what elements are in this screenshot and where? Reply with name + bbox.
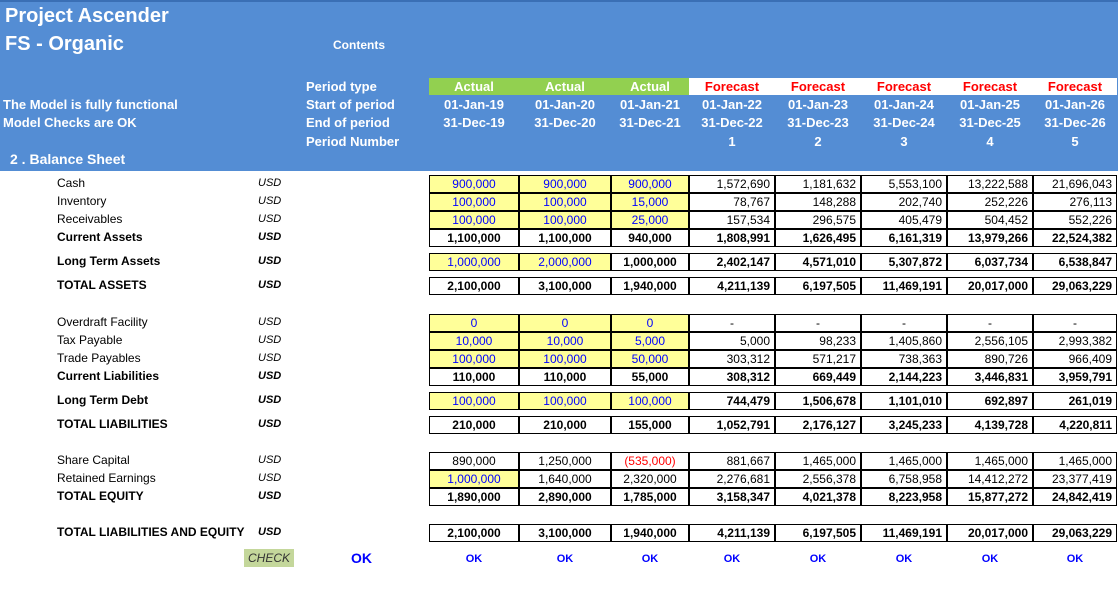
- row-label-share-capital: Share Capital: [57, 453, 130, 467]
- cell-tax-payable-p6: 1,405,860: [861, 332, 947, 350]
- cell-receivables-p4: 157,534: [689, 211, 775, 229]
- project-title: Project Ascender: [5, 5, 169, 27]
- cell-current-liabilities-p7: 3,446,831: [947, 368, 1033, 386]
- overall-check-result: OK: [351, 550, 372, 566]
- row-label-retained-earnings: Retained Earnings: [57, 471, 156, 485]
- cell-retained-earnings-p2: 1,640,000: [519, 470, 611, 488]
- cell-trade-payables-p1[interactable]: 100,000: [429, 350, 519, 368]
- cell-overdraft-facility-p5: -: [775, 314, 861, 332]
- period-start-4: 01-Jan-22: [702, 97, 762, 112]
- row-unit-inventory: USD: [258, 195, 282, 207]
- cell-inventory-p6: 202,740: [861, 193, 947, 211]
- period-type-3: Actual: [611, 78, 689, 95]
- cell-share-capital-p7: 1,465,000: [947, 452, 1033, 470]
- cell-long-term-assets-p5: 4,571,010: [775, 253, 861, 271]
- cell-cash-p2[interactable]: 900,000: [519, 175, 611, 193]
- cell-receivables-p2[interactable]: 100,000: [519, 211, 611, 229]
- period-end-5: 31-Dec-23: [787, 115, 849, 130]
- period-start-7: 01-Jan-25: [960, 97, 1020, 112]
- check-result-p2: OK: [556, 553, 574, 565]
- cell-trade-payables-p7: 890,726: [947, 350, 1033, 368]
- cell-current-assets-p8: 22,524,382: [1033, 229, 1117, 247]
- period-type-6: Forecast: [861, 78, 947, 95]
- cell-retained-earnings-p7: 14,412,272: [947, 470, 1033, 488]
- end-of-period-label: End of period: [306, 115, 390, 130]
- row-label-total-liabilities-and-equity: TOTAL LIABILITIES AND EQUITY: [57, 525, 245, 539]
- row-label-tax-payable: Tax Payable: [57, 333, 123, 347]
- row-label-total-liabilities: TOTAL LIABILITIES: [57, 417, 168, 431]
- cell-total-assets-p5: 6,197,505: [775, 277, 861, 295]
- cell-current-assets-p2: 1,100,000: [519, 229, 611, 247]
- cell-total-assets-p3: 1,940,000: [611, 277, 689, 295]
- row-unit-trade-payables: USD: [258, 352, 282, 364]
- cell-receivables-p6: 405,479: [861, 211, 947, 229]
- cell-cash-p4: 1,572,690: [689, 175, 775, 193]
- cell-current-liabilities-p4: 308,312: [689, 368, 775, 386]
- cell-total-assets-p7: 20,017,000: [947, 277, 1033, 295]
- cell-long-term-assets-p6: 5,307,872: [861, 253, 947, 271]
- cell-tax-payable-p5: 98,233: [775, 332, 861, 350]
- cell-current-liabilities-p5: 669,449: [775, 368, 861, 386]
- cell-retained-earnings-p6: 6,758,958: [861, 470, 947, 488]
- cell-total-equity-p7: 15,877,272: [947, 488, 1033, 506]
- model-subtitle: FS - Organic: [5, 33, 124, 55]
- period-end-8: 31-Dec-26: [1044, 115, 1106, 130]
- cell-total-liabilities-and-equity-p8: 29,063,229: [1033, 524, 1117, 542]
- row-label-overdraft-facility: Overdraft Facility: [57, 315, 148, 329]
- cell-current-assets-p4: 1,808,991: [689, 229, 775, 247]
- row-unit-current-liabilities: USD: [258, 370, 282, 382]
- cell-overdraft-facility-p1[interactable]: 0: [429, 314, 519, 332]
- cell-total-liabilities-p5: 2,176,127: [775, 416, 861, 434]
- cell-share-capital-p8: 1,465,000: [1033, 452, 1117, 470]
- start-of-period-label: Start of period: [306, 97, 395, 112]
- cell-long-term-assets-p4: 2,402,147: [689, 253, 775, 271]
- row-unit-total-equity: USD: [258, 490, 282, 502]
- period-type-2: Actual: [519, 78, 611, 95]
- cell-cash-p6: 5,553,100: [861, 175, 947, 193]
- contents-link[interactable]: Contents: [333, 38, 385, 52]
- cell-overdraft-facility-p8: -: [1033, 314, 1117, 332]
- cell-receivables-p1[interactable]: 100,000: [429, 211, 519, 229]
- cell-current-liabilities-p6: 2,144,223: [861, 368, 947, 386]
- cell-retained-earnings-p5: 2,556,378: [775, 470, 861, 488]
- cell-receivables-p8: 552,226: [1033, 211, 1117, 229]
- period-start-3: 01-Jan-21: [620, 97, 680, 112]
- row-label-total-assets: TOTAL ASSETS: [57, 278, 147, 292]
- cell-total-liabilities-and-equity-p4: 4,211,139: [689, 524, 775, 542]
- period-type-7: Forecast: [947, 78, 1033, 95]
- cell-cash-p7: 13,222,588: [947, 175, 1033, 193]
- cell-retained-earnings-p8: 23,377,419: [1033, 470, 1117, 488]
- cell-current-assets-p5: 1,626,495: [775, 229, 861, 247]
- cell-current-assets-p1: 1,100,000: [429, 229, 519, 247]
- cell-total-liabilities-and-equity-p6: 11,469,191: [861, 524, 947, 542]
- cell-trade-payables-p3[interactable]: 50,000: [611, 350, 689, 368]
- check-result-p1: OK: [465, 553, 483, 565]
- section-title: 2 . Balance Sheet: [10, 151, 126, 167]
- row-label-inventory: Inventory: [57, 194, 107, 208]
- period-start-2: 01-Jan-20: [535, 97, 595, 112]
- cell-long-term-assets-p8: 6,538,847: [1033, 253, 1117, 271]
- cell-total-liabilities-and-equity-p5: 6,197,505: [775, 524, 861, 542]
- cell-share-capital-p4: 881,667: [689, 452, 775, 470]
- row-label-total-equity: TOTAL EQUITY: [57, 489, 144, 503]
- cell-share-capital-p1: 890,000: [429, 452, 519, 470]
- cell-long-term-assets-p3: 1,000,000: [611, 253, 689, 271]
- check-result-p4: OK: [723, 553, 741, 565]
- row-unit-cash: USD: [258, 177, 282, 189]
- cell-long-term-assets-p1[interactable]: 1,000,000: [429, 253, 519, 271]
- cell-current-assets-p6: 6,161,319: [861, 229, 947, 247]
- cell-tax-payable-p3[interactable]: 5,000: [611, 332, 689, 350]
- cell-receivables-p7: 504,452: [947, 211, 1033, 229]
- cell-receivables-p5: 296,575: [775, 211, 861, 229]
- cell-inventory-p2[interactable]: 100,000: [519, 193, 611, 211]
- cell-cash-p3[interactable]: 900,000: [611, 175, 689, 193]
- cell-overdraft-facility-p7: -: [947, 314, 1033, 332]
- period-number-6: 3: [900, 134, 908, 149]
- period-end-4: 31-Dec-22: [701, 115, 763, 130]
- cell-cash-p5: 1,181,632: [775, 175, 861, 193]
- cell-inventory-p4: 78,767: [689, 193, 775, 211]
- cell-total-liabilities-p3: 155,000: [611, 416, 689, 434]
- cell-total-equity-p2: 2,890,000: [519, 488, 611, 506]
- cell-total-assets-p6: 11,469,191: [861, 277, 947, 295]
- cell-long-term-debt-p6: 1,101,010: [861, 392, 947, 410]
- cell-current-liabilities-p1: 110,000: [429, 368, 519, 386]
- row-unit-total-assets: USD: [258, 279, 282, 291]
- cell-total-equity-p5: 4,021,378: [775, 488, 861, 506]
- cell-trade-payables-p4: 303,312: [689, 350, 775, 368]
- period-start-8: 01-Jan-26: [1045, 97, 1105, 112]
- cell-trade-payables-p2[interactable]: 100,000: [519, 350, 611, 368]
- cell-share-capital-p3: (535,000): [611, 452, 689, 470]
- cell-overdraft-facility-p4: -: [689, 314, 775, 332]
- cell-long-term-debt-p2[interactable]: 100,000: [519, 392, 611, 410]
- period-number-label: Period Number: [306, 134, 400, 149]
- cell-total-liabilities-p2: 210,000: [519, 416, 611, 434]
- cell-current-assets-p7: 13,979,266: [947, 229, 1033, 247]
- period-end-3: 31-Dec-21: [619, 115, 681, 130]
- cell-share-capital-p2: 1,250,000: [519, 452, 611, 470]
- cell-total-liabilities-p8: 4,220,811: [1033, 416, 1117, 434]
- period-type-5: Forecast: [775, 78, 861, 95]
- cell-overdraft-facility-p3[interactable]: 0: [611, 314, 689, 332]
- period-start-6: 01-Jan-24: [874, 97, 934, 112]
- check-result-p8: OK: [1066, 553, 1084, 565]
- cell-retained-earnings-p4: 2,276,681: [689, 470, 775, 488]
- cell-total-assets-p2: 3,100,000: [519, 277, 611, 295]
- cell-long-term-debt-p7: 692,897: [947, 392, 1033, 410]
- row-label-current-assets: Current Assets: [57, 230, 143, 244]
- cell-current-liabilities-p2: 110,000: [519, 368, 611, 386]
- check-result-p7: OK: [981, 553, 999, 565]
- cell-trade-payables-p6: 738,363: [861, 350, 947, 368]
- row-unit-long-term-debt: USD: [258, 394, 282, 406]
- period-number-7: 4: [986, 134, 994, 149]
- cell-total-liabilities-p7: 4,139,728: [947, 416, 1033, 434]
- cell-total-equity-p1: 1,890,000: [429, 488, 519, 506]
- cell-trade-payables-p8: 966,409: [1033, 350, 1117, 368]
- cell-retained-earnings-p1[interactable]: 1,000,000: [429, 470, 519, 488]
- cell-cash-p1[interactable]: 900,000: [429, 175, 519, 193]
- row-unit-tax-payable: USD: [258, 334, 282, 346]
- row-label-long-term-assets: Long Term Assets: [57, 254, 161, 268]
- period-type-4: Forecast: [689, 78, 775, 95]
- cell-total-assets-p8: 29,063,229: [1033, 277, 1117, 295]
- cell-total-equity-p8: 24,842,419: [1033, 488, 1117, 506]
- cell-retained-earnings-p3: 2,320,000: [611, 470, 689, 488]
- row-label-cash: Cash: [57, 176, 86, 190]
- cell-inventory-p3[interactable]: 15,000: [611, 193, 689, 211]
- cell-current-liabilities-p3: 55,000: [611, 368, 689, 386]
- row-unit-long-term-assets: USD: [258, 255, 282, 267]
- cell-total-equity-p3: 1,785,000: [611, 488, 689, 506]
- period-start-5: 01-Jan-23: [788, 97, 848, 112]
- row-unit-retained-earnings: USD: [258, 472, 282, 484]
- cell-long-term-debt-p8: 261,019: [1033, 392, 1117, 410]
- cell-total-liabilities-and-equity-p3: 1,940,000: [611, 524, 689, 542]
- cell-receivables-p3[interactable]: 25,000: [611, 211, 689, 229]
- cell-tax-payable-p2[interactable]: 10,000: [519, 332, 611, 350]
- period-start-1: 01-Jan-19: [444, 97, 504, 112]
- check-result-p6: OK: [895, 553, 913, 565]
- check-label: CHECK: [244, 549, 294, 567]
- model-status-checks: Model Checks are OK: [3, 115, 137, 130]
- cell-long-term-assets-p2[interactable]: 2,000,000: [519, 253, 611, 271]
- cell-total-equity-p6: 8,223,958: [861, 488, 947, 506]
- row-label-receivables: Receivables: [57, 212, 123, 226]
- cell-tax-payable-p1[interactable]: 10,000: [429, 332, 519, 350]
- cell-tax-payable-p7: 2,556,105: [947, 332, 1033, 350]
- row-unit-receivables: USD: [258, 213, 282, 225]
- header-top-line: [0, 0, 1118, 2]
- cell-total-assets-p4: 4,211,139: [689, 277, 775, 295]
- cell-tax-payable-p4: 5,000: [689, 332, 775, 350]
- period-number-4: 1: [728, 134, 736, 149]
- row-label-trade-payables: Trade Payables: [57, 351, 141, 365]
- cell-total-liabilities-and-equity-p7: 20,017,000: [947, 524, 1033, 542]
- cell-current-liabilities-p8: 3,959,791: [1033, 368, 1117, 386]
- cell-overdraft-facility-p2[interactable]: 0: [519, 314, 611, 332]
- row-label-current-liabilities: Current Liabilities: [57, 369, 160, 383]
- cell-long-term-debt-p1[interactable]: 100,000: [429, 392, 519, 410]
- row-unit-total-liabilities-and-equity: USD: [258, 526, 282, 538]
- period-end-6: 31-Dec-24: [873, 115, 935, 130]
- check-result-p5: OK: [809, 553, 827, 565]
- period-type-8: Forecast: [1033, 78, 1117, 95]
- cell-current-assets-p3: 940,000: [611, 229, 689, 247]
- cell-inventory-p7: 252,226: [947, 193, 1033, 211]
- cell-total-liabilities-p1: 210,000: [429, 416, 519, 434]
- model-status-functional: The Model is fully functional: [3, 97, 178, 112]
- period-type-label: Period type: [306, 79, 377, 94]
- row-unit-share-capital: USD: [258, 454, 282, 466]
- period-end-2: 31-Dec-20: [534, 115, 596, 130]
- cell-total-liabilities-p6: 3,245,233: [861, 416, 947, 434]
- period-end-1: 31-Dec-19: [443, 115, 505, 130]
- cell-inventory-p1[interactable]: 100,000: [429, 193, 519, 211]
- period-number-8: 5: [1071, 134, 1079, 149]
- cell-inventory-p8: 276,113: [1033, 193, 1117, 211]
- cell-total-liabilities-p4: 1,052,791: [689, 416, 775, 434]
- cell-long-term-assets-p7: 6,037,734: [947, 253, 1033, 271]
- cell-total-liabilities-and-equity-p2: 3,100,000: [519, 524, 611, 542]
- row-unit-current-assets: USD: [258, 231, 282, 243]
- cell-overdraft-facility-p6: -: [861, 314, 947, 332]
- cell-total-assets-p1: 2,100,000: [429, 277, 519, 295]
- cell-long-term-debt-p4: 744,479: [689, 392, 775, 410]
- row-unit-overdraft-facility: USD: [258, 316, 282, 328]
- check-result-p3: OK: [641, 553, 659, 565]
- cell-long-term-debt-p3[interactable]: 100,000: [611, 392, 689, 410]
- period-end-7: 31-Dec-25: [959, 115, 1021, 130]
- cell-tax-payable-p8: 2,993,382: [1033, 332, 1117, 350]
- row-unit-total-liabilities: USD: [258, 418, 282, 430]
- cell-share-capital-p5: 1,465,000: [775, 452, 861, 470]
- row-label-long-term-debt: Long Term Debt: [57, 393, 149, 407]
- cell-long-term-debt-p5: 1,506,678: [775, 392, 861, 410]
- cell-total-equity-p4: 3,158,347: [689, 488, 775, 506]
- cell-cash-p8: 21,696,043: [1033, 175, 1117, 193]
- cell-total-liabilities-and-equity-p1: 2,100,000: [429, 524, 519, 542]
- cell-trade-payables-p5: 571,217: [775, 350, 861, 368]
- cell-share-capital-p6: 1,465,000: [861, 452, 947, 470]
- period-type-1: Actual: [429, 78, 519, 95]
- period-number-5: 2: [814, 134, 822, 149]
- cell-inventory-p5: 148,288: [775, 193, 861, 211]
